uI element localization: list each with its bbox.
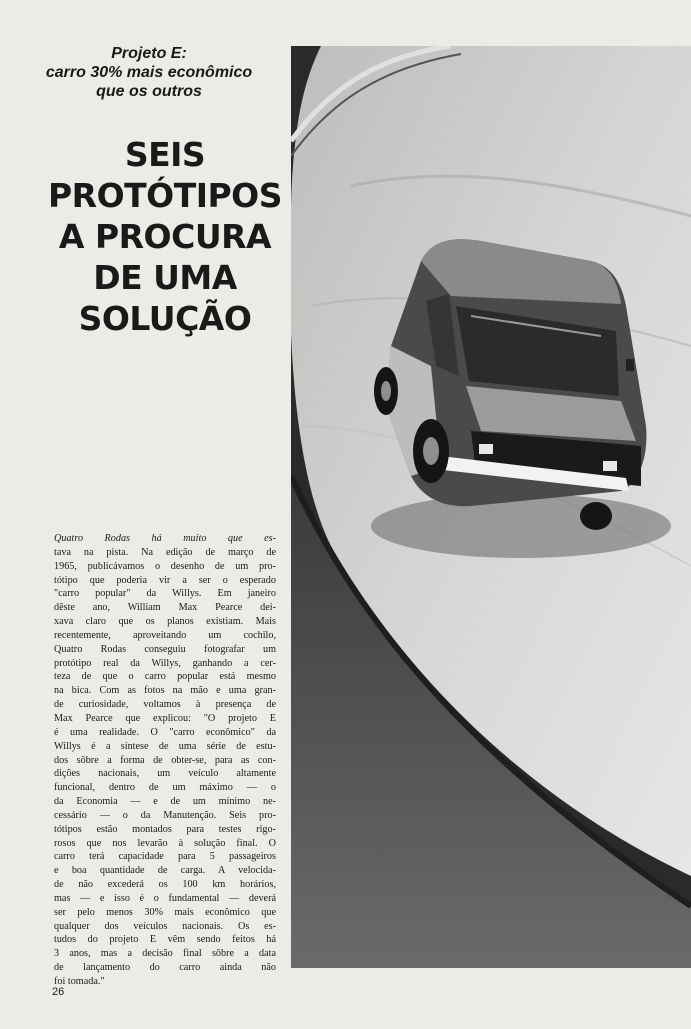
car-on-test-track-photo bbox=[291, 46, 691, 968]
body-line: protótipo real da Willys, ganhando a cer- bbox=[54, 657, 276, 669]
body-line: tótipos estão montados para testes rigo- bbox=[54, 823, 276, 835]
body-line: da Economia — e de um mínimo ne- bbox=[54, 796, 276, 808]
body-line: foi tomada." bbox=[54, 976, 105, 987]
headline-line: DE UMA bbox=[93, 258, 237, 297]
headline-line: PROTÓTIPOS bbox=[47, 176, 282, 215]
body-line: 1965, publicávamos o desenho de um pro- bbox=[54, 560, 276, 572]
body-line: tótipo que poderia vir a ser o esperado bbox=[54, 574, 276, 586]
body-line: xava claro que os planos existiam. Mais bbox=[54, 616, 276, 628]
body-line: é uma realidade. O "carro econômico" da bbox=[54, 726, 276, 738]
kicker-line-2: carro 30% mais econômico bbox=[45, 64, 253, 81]
body-line: teza de que o carro popular está mesmo bbox=[54, 671, 276, 683]
body-line: tudos do projeto E vêm sendo feitos há bbox=[54, 934, 276, 946]
body-line: recentemente, aproveitando um cochilo, bbox=[54, 629, 276, 641]
body-line: cessário — o da Manutenção. Seis pro- bbox=[54, 809, 276, 821]
body-line: tava na pista. Na edição de março de bbox=[54, 546, 276, 558]
body-line: Max Pearce que explicou: "O projeto E bbox=[54, 712, 276, 724]
headline-line: SEIS bbox=[124, 135, 206, 174]
body-line: rosos que nos levarão à solução final. O bbox=[54, 837, 276, 849]
body-line: de lançamento do carro ainda não bbox=[54, 962, 276, 974]
body-line: "carro popular" da Willys. Em janeiro bbox=[54, 588, 276, 600]
body-line: dos sôbre a forma de obter-se, para as con- bbox=[54, 754, 276, 766]
body-line: de curiosidade, voltamos à presença de bbox=[54, 699, 276, 711]
body-line: dêste ano, William Max Pearce dei- bbox=[54, 602, 276, 614]
body-line: ser pelo menos 30% mais econômico que bbox=[54, 906, 276, 918]
body-line: e boa quantidade de carga. A velocida- bbox=[54, 865, 276, 877]
body-line: funcional, dentro de um máximo — o bbox=[54, 782, 276, 794]
body-line: na bica. Com as fotos na mão e uma gran- bbox=[54, 685, 276, 697]
kicker-line-3: que os outros bbox=[96, 83, 202, 100]
headline bbox=[40, 134, 290, 339]
kicker bbox=[30, 44, 268, 101]
page-number: 26 bbox=[52, 986, 65, 998]
body-line: carro terá capacidade para 5 passageiros bbox=[54, 851, 276, 863]
headline-line: SOLUÇÃO bbox=[78, 299, 252, 338]
body-line: qualquer dos veículos nacionais. Os es- bbox=[54, 920, 276, 932]
headline-line: A PROCURA bbox=[58, 217, 272, 256]
body-line: Willys é a síntese de uma série de estu- bbox=[54, 740, 276, 752]
body-line: de não excederá os 100 km horários, bbox=[54, 879, 276, 891]
body-line: Quatro Rodas conseguiu fotografar um bbox=[54, 643, 276, 655]
body-line: Quatro Rodas há muito que es- bbox=[54, 533, 276, 544]
body-line: dições nacionais, um veículo altamente bbox=[54, 768, 276, 780]
kicker-line-1: Projeto E: bbox=[111, 45, 187, 62]
article-body bbox=[54, 532, 276, 989]
body-line: mas — e isso é o fundamental — deverá bbox=[54, 892, 276, 904]
body-line: 3 anos, mas a decisão final sôbre a data bbox=[54, 948, 276, 960]
